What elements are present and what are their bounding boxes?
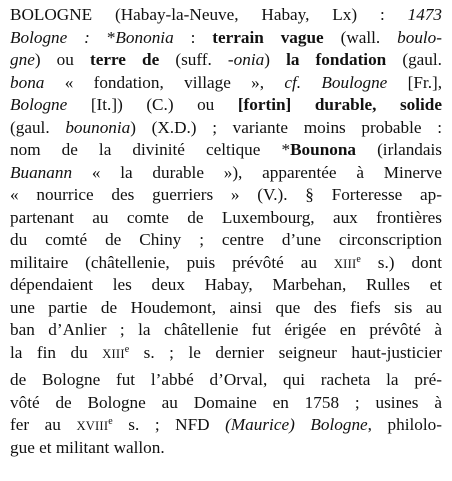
entry-line	[10, 342, 442, 365]
text-run: e	[124, 343, 130, 355]
entry-line	[10, 162, 442, 185]
entry-line	[10, 437, 442, 460]
text-run: s. ; NFD	[112, 415, 226, 434]
entry-line	[10, 117, 442, 140]
entry-line	[10, 184, 442, 207]
text-run: XIII	[102, 346, 125, 361]
text-run: Bologne :	[10, 27, 90, 47]
text-run: gue et militant wallon.	[10, 437, 165, 457]
text-run: du comté de Chiny ; centre d’une circonscription	[10, 230, 442, 249]
text-run: nom de la divinité celtique *	[10, 140, 291, 159]
text-run: (suff.	[159, 50, 228, 69]
text-run: e	[356, 253, 361, 265]
text-run: (Maurice) Bologne	[225, 415, 368, 434]
text-run: (irlandais	[356, 140, 442, 159]
text-run: de Bologne fut l’abbé d’Orval, qui racheta la pré-	[10, 370, 442, 389]
entry-line	[10, 94, 442, 117]
text-run: « nourrice des guerriers » (V.). § Forteresse ap-	[10, 185, 442, 204]
entry-line	[10, 392, 442, 415]
text-run: XVIII	[76, 419, 109, 433]
text-run: bounonia	[65, 117, 131, 137]
dictionary-entry	[10, 4, 442, 459]
entry-line	[10, 369, 442, 392]
text-run: ban d’Anlier ; la châtellenie fut érigée en prévôté à	[10, 320, 442, 339]
text-run: terrain vague	[212, 27, 324, 47]
text-run: (gaul.	[386, 50, 442, 69]
text-run: *	[89, 27, 116, 47]
text-run: la fondation	[286, 50, 387, 69]
text-run: Bologne	[10, 95, 68, 114]
entry-line	[10, 207, 442, 230]
text-run: fer au	[10, 415, 77, 434]
text-run: [It.]) (C.) ou	[67, 95, 238, 114]
text-run: gne	[10, 50, 35, 69]
text-run: « fondation, village »,	[44, 72, 285, 92]
text-run: (gaul.	[10, 117, 66, 137]
text-run: [fortin] durable, solide	[237, 95, 442, 114]
entry-line	[10, 139, 442, 162]
entry-line	[10, 27, 442, 50]
text-run: « la durable »), apparentée à Minerve	[72, 162, 442, 182]
text-run: terre de	[89, 50, 160, 69]
entry-line	[10, 297, 442, 320]
text-run: partenant au comte de Luxembourg, aux frontières	[10, 207, 442, 227]
entry-line	[10, 274, 442, 297]
text-run: dépendaient les deux Habay, Marbehan, Rulles et	[10, 275, 442, 294]
text-run: )	[264, 50, 287, 69]
entry-line	[10, 4, 442, 27]
text-run: Bounona	[290, 140, 356, 159]
entry-line	[10, 414, 442, 437]
text-run: Buanann	[10, 162, 73, 182]
text-run: s. ; le dernier seigneur haut-justicier	[129, 342, 442, 362]
text-run: boulo-	[397, 27, 442, 47]
text-run: 1473	[407, 5, 442, 24]
text-run: [Fr.],	[387, 72, 443, 92]
text-run: e	[108, 416, 113, 427]
text-run: XIII	[333, 256, 357, 271]
text-run: cf. Boulogne	[284, 72, 388, 92]
text-run: la fin du	[10, 342, 103, 362]
text-run: s.) dont	[360, 252, 443, 272]
entry-line	[10, 252, 442, 275]
text-run: -onia	[227, 50, 265, 69]
text-run: une partie de Houdemont, ainsi que des fiefs sis au	[10, 297, 442, 317]
text-run: ) ou	[34, 50, 90, 69]
entry-line	[10, 49, 442, 72]
text-run: vôté de Bologne au Domaine en 1758 ; usines à	[10, 392, 442, 412]
text-run: militaire (châtellenie, puis prévôté au	[10, 252, 334, 272]
entry-line	[10, 229, 442, 252]
text-run: , philolo-	[367, 415, 442, 434]
text-run: ) (X.D.) ; variante moins probable :	[130, 117, 442, 137]
entry-line	[10, 319, 442, 342]
text-run: :	[173, 27, 213, 47]
text-run: BOLOGNE (Habay-la-Neuve, Habay, Lx) :	[10, 5, 408, 24]
entry-line	[10, 72, 442, 95]
text-run: bona	[10, 72, 45, 92]
text-run: Bononia	[115, 27, 174, 47]
text-run: (wall.	[323, 27, 398, 47]
